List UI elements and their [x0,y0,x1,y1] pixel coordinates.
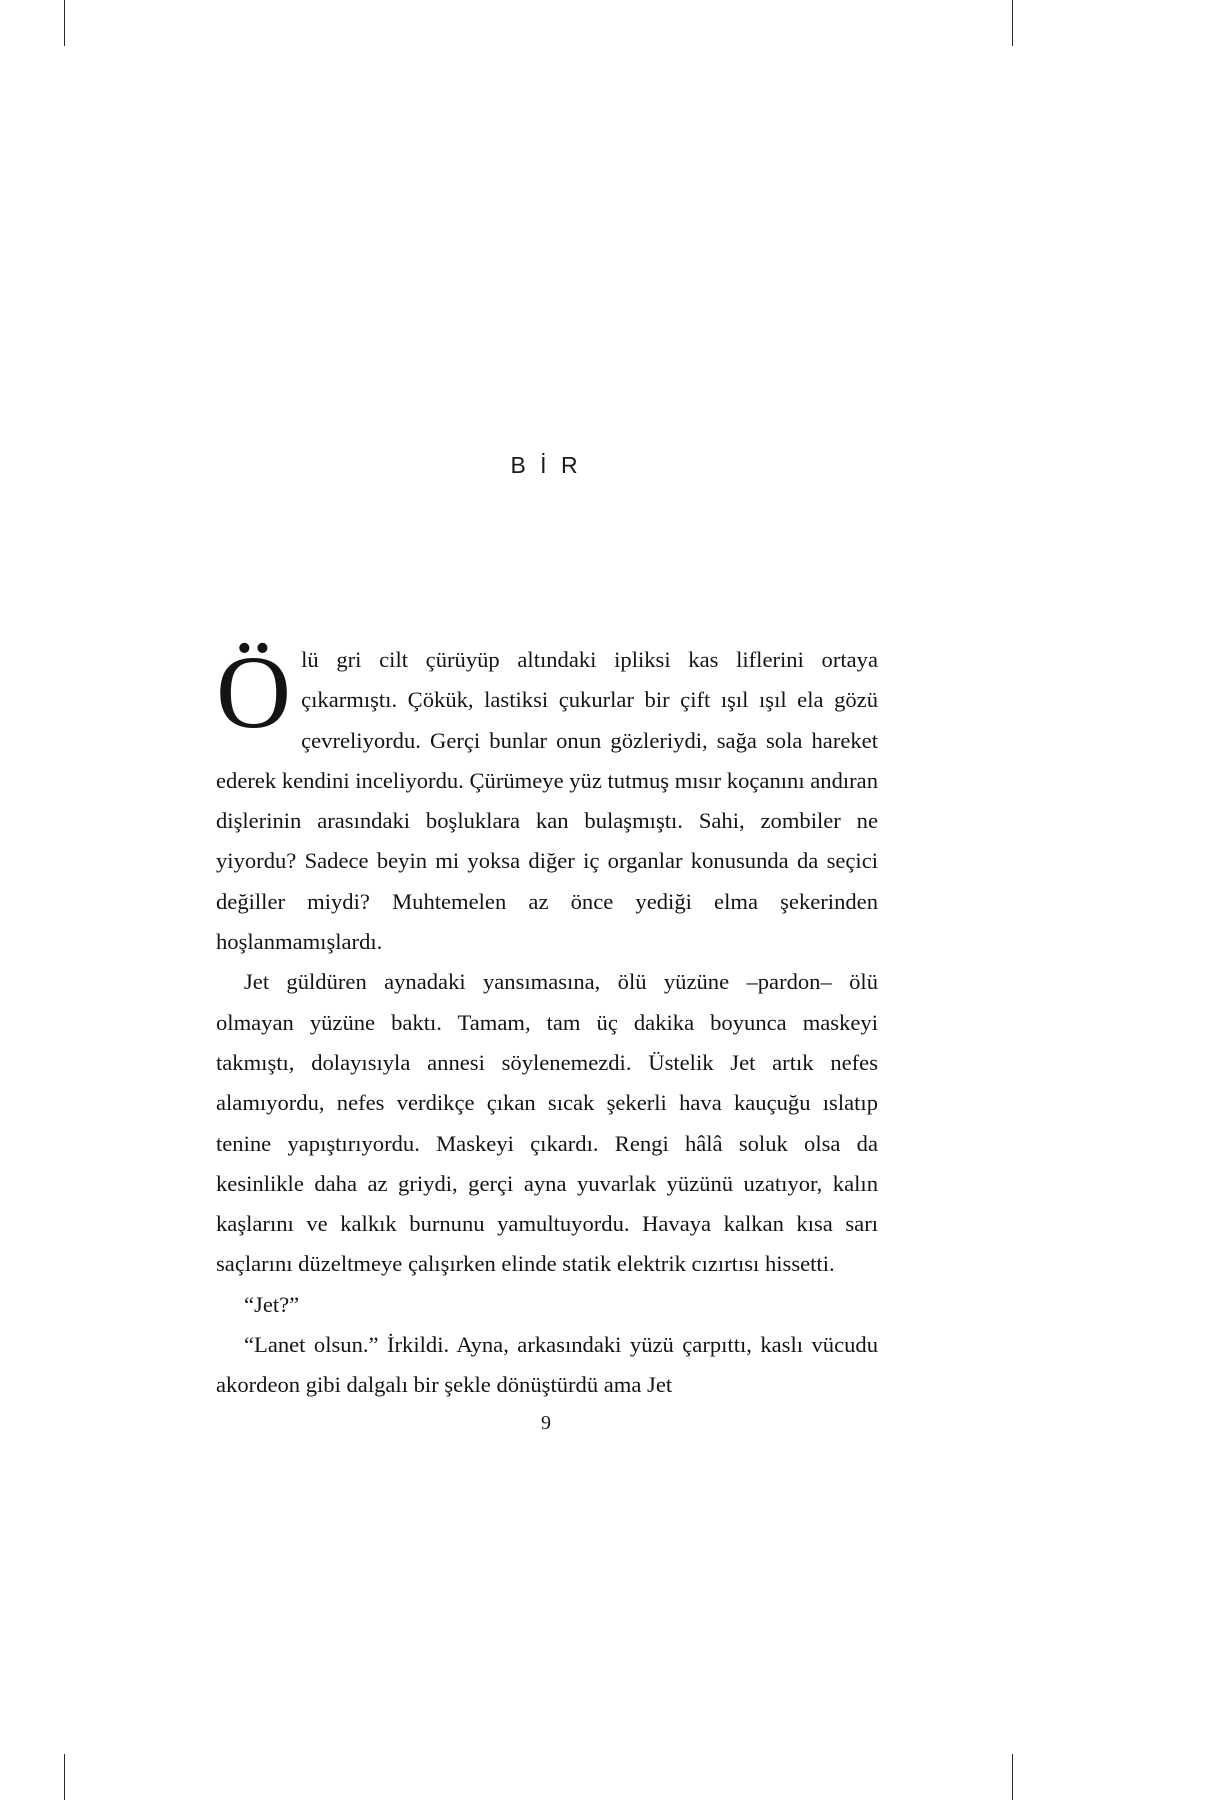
page-number: 9 [541,1412,551,1434]
paragraph-text: lü gri cilt çürüyüp altındaki ipliksi kas liflerini ortaya çıkarmıştı. Çökük, lastiksi çukurlar bir çift ışıl ışıl ela gözü çevreliyordu. Gerçi bunlar onun gözleriydi, sağa sola hareket ederek kendini inceliyordu. Çürümeye yüz tutmuş mısır koçanını andıran dişlerinin arasındaki boşluklara kan bulaşmıştı. Sahi, zombiler ne yiyordu? Sadece beyin mi yoksa diğer iç organlar konusunda da seçici değiller miydi? Muhtemelen az önce yediği elma şekerinden hoşlanmamışlardı. [216,647,878,955]
crop-mark-bottom-left [64,1754,65,1800]
crop-mark-top-left [64,0,65,46]
crop-mark-top-right [1012,0,1013,46]
paragraph-text: Jet güldüren aynadaki yansımasına, ölü yüzüne –pardon– ölü olmayan yüzüne baktı. Tamam, tam üç dakika boyunca maskeyi takmıştı, dolayısıyla annesi söylenemezdi. Üstelik Jet artık nefes alamıyordu, nefes verdikçe çıkan sıcak şekerli hava kauçuğu ıslatıp tenine yapıştırıyordu. Maskeyi çıkardı. Rengi hâlâ soluk olsa da kesinlikle daha az griydi, gerçi ayna yuvarlak yüzünü uzatıyor, kalın kaşlarını ve kalkık burnunu yamultuyordu. Havaya kalkan kısa sarı saçlarını düzeltmeye çalışırken elinde statik elektrik cızırtısı hissetti. [216,969,878,1277]
paragraph [216,1285,878,1325]
book-page [216,0,876,1800]
paragraph [216,635,878,962]
paragraph-text: “Jet?” [244,1291,300,1317]
paragraph-text: “Lanet olsun.” İrkildi. Ayna, arkasındaki yüzü çarpıttı, kaslı vücudu akordeon gibi dalgalı bir şekle dönüştürdü ama Jet [216,1332,878,1398]
crop-mark-bottom-right [1012,1754,1013,1800]
chapter-title: B İ R [510,452,582,478]
paragraph [216,962,878,1284]
body-text [216,635,878,1406]
drop-cap: Ö [216,635,292,750]
paragraph [216,1325,878,1406]
